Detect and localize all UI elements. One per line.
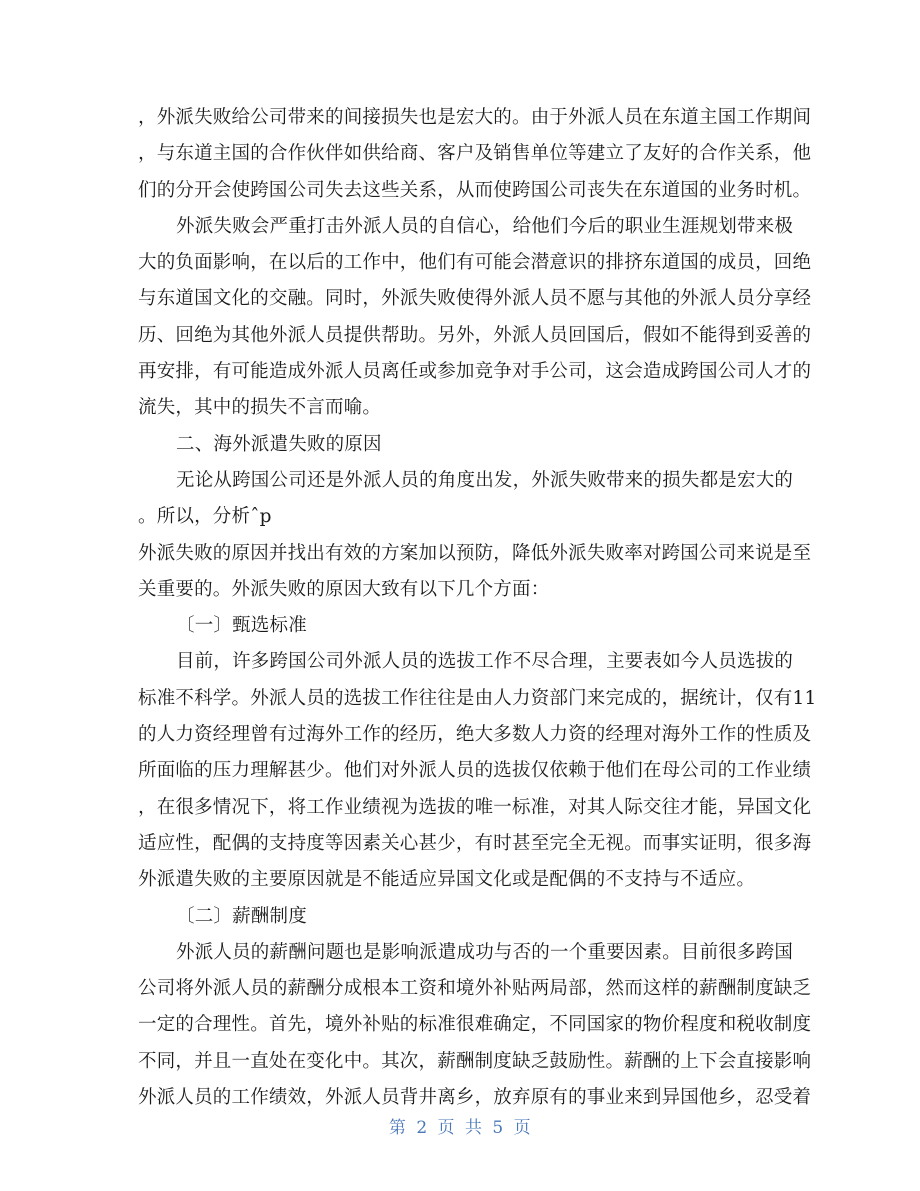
text-line: 外派失败的原因并找出有效的方案加以预防，降低外派失败率对跨国公司来说是至: [138, 542, 812, 564]
text-line: 一定的合理性。首先，境外补贴的标准很难确定，不同国家的物价程度和税收制度: [138, 1014, 812, 1036]
text-line: 关重要的。外派失败的原因大致有以下几个方面：: [138, 578, 550, 600]
text-line: 流失，其中的损失不言而喻。: [138, 397, 382, 419]
footer-label-total-suffix: 页: [513, 1118, 532, 1138]
subsection-heading: 〔二〕薪酬制度: [176, 905, 307, 927]
paragraph-start-line: 无论从跨国公司还是外派人员的角度出发，外派失败带来的损失都是宏大的: [176, 469, 794, 491]
text-line: 外派遣失败的主要原因就是不能适应异国文化或是配偶的不支持与不适应。: [138, 869, 756, 891]
text-line: 所面临的压力理解甚少。他们对外派人员的选拔仅依赖于他们在母公司的工作业绩: [138, 760, 812, 782]
subsection-heading: 〔一〕甄选标准: [176, 615, 307, 637]
text-line: 的人力资经理曾有过海外工作的经历，绝大多数人力资的经理对海外工作的性质及: [138, 724, 812, 746]
text-line: 外派人员的工作绩效，外派人员背井离乡，放弃原有的事业来到异国他乡，忍受着: [138, 1087, 812, 1109]
text-line: 历、回绝为其他外派人员提供帮助。另外，外派人员回国后，假如不能得到妥善的: [138, 324, 812, 346]
paragraph-start-line: 外派失败会严重打击外派人员的自信心，给他们今后的职业生涯规划带来极: [176, 215, 794, 237]
text-line: 公司将外派人员的薪酬分成根本工资和境外补贴两局部，然而这样的薪酬制度缺乏: [138, 978, 812, 1000]
text-line: 再安排，有可能造成外派人员离任或参加竞争对手公司，这会造成跨国公司人才的: [138, 361, 812, 383]
section-heading: 二、海外派遣失败的原因: [176, 433, 382, 455]
text-line: 们的分开会使跨国公司失去这些关系，从而使跨国公司丧失在东道国的业务时机。: [138, 179, 812, 201]
text-line: ，与东道主国的合作伙伴如供给商、客户及销售单位等建立了友好的合作关系，他: [138, 143, 812, 165]
text-line: 。所以，分析ˆp: [138, 506, 272, 528]
text-line: ，外派失败给公司带来的间接损失也是宏大的。由于外派人员在东道主国工作期间: [138, 107, 812, 128]
footer-label-prefix: 第: [388, 1118, 407, 1138]
text-line: 大的负面影响，在以后的工作中，他们有可能会潜意识的排挤东道国的成员，回绝: [138, 252, 812, 274]
paragraph-start-line: 目前，许多跨国公司外派人员的选拔工作不尽合理，主要表如今人员选拔的: [176, 651, 794, 673]
paragraph-start-line: 外派人员的薪酬问题也是影响派遣成功与否的一个重要因素。目前很多跨国: [176, 941, 794, 963]
current-page-number: 2: [416, 1118, 428, 1138]
text-line: 标准不科学。外派人员的选拔工作往往是由人力资部门来完成的，据统计，仅有11: [138, 687, 817, 709]
document-body: [138, 100, 817, 1116]
text-line: 不同，并且一直处在变化中。其次，薪酬制度缺乏鼓励性。薪酬的上下会直接影响: [138, 1050, 812, 1072]
footer-label-total-prefix: 共: [464, 1118, 483, 1138]
text-line: 适应性，配偶的支持度等因素关心甚少，有时甚至完全无视。而事实证明，很多海: [138, 832, 812, 854]
total-pages-number: 5: [492, 1118, 504, 1138]
page-footer: [0, 1113, 920, 1138]
footer-label-page: 页: [437, 1118, 456, 1138]
text-line: ，在很多情况下，将工作业绩视为选拔的唯一标准，对其人际交往才能，异国文化: [138, 796, 812, 818]
text-line: 与东道国文化的交融。同时，外派失败使得外派人员不愿与其他的外派人员分享经: [138, 288, 812, 310]
